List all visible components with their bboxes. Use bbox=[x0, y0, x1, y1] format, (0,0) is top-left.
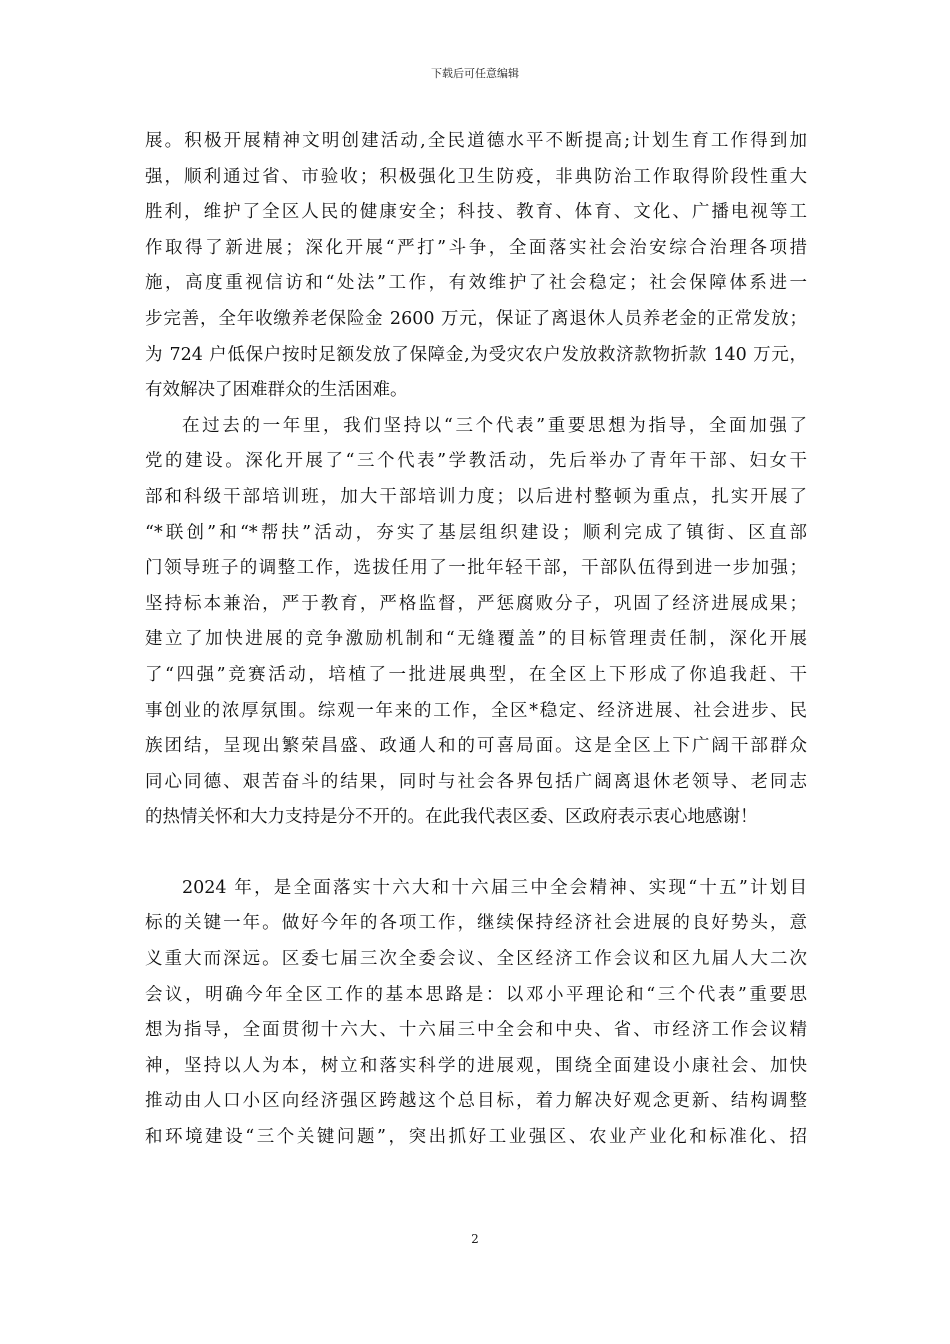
page-header: 下载后可任意编辑 bbox=[431, 67, 519, 80]
text-line: 了“四强”竞赛活动，培植了一批进展典型，在全区上下形成了你追我赶、干 bbox=[145, 664, 807, 685]
text-line: 想为指导，全面贯彻十六大、十六届三中全会和中央、省、市经济工作会议精 bbox=[145, 1020, 807, 1041]
text-line: 施，高度重视信访和“处法”工作，有效维护了社会稳定；社会保障体系进一 bbox=[145, 273, 807, 294]
text-line: 2024 年，是全面落实十六大和十六届三中全会精神、实现“十五”计划目 bbox=[182, 877, 807, 898]
document-body bbox=[145, 124, 807, 1156]
text-line: 义重大而深远。区委七届三次全委会议、全区经济工作会议和区九届人大二次 bbox=[145, 949, 807, 970]
paragraph-2 bbox=[145, 409, 807, 836]
text-line: 和环境建设“三个关键问题”，突出抓好工业强区、农业产业化和标准化、招 bbox=[145, 1127, 807, 1148]
text-line: 胜利，维护了全区人民的健康安全；科技、教育、体育、文化、广播电视等工 bbox=[145, 202, 807, 223]
text-line: 推动由人口小区向经济强区跨越这个总目标，着力解决好观念更新、结构调整 bbox=[145, 1091, 807, 1112]
text-line: 步完善，全年收缴养老保险金 2600 万元，保证了离退休人员养老金的正常发放； bbox=[145, 308, 807, 329]
text-line: 标的关键一年。做好今年的各项工作，继续保持经济社会进展的良好势头，意 bbox=[145, 913, 807, 934]
paragraph-1 bbox=[145, 124, 807, 409]
text-line: 会议，明确今年全区工作的基本思路是：以邓小平理论和“三个代表”重要思 bbox=[145, 984, 807, 1005]
text-line: 坚持标本兼治，严于教育，严格监督，严惩腐败分子，巩固了经济进展成果； bbox=[145, 593, 807, 614]
paragraph-3 bbox=[145, 871, 807, 1156]
text-line: 部和科级干部培训班，加大干部培训力度；以后进村整顿为重点，扎实开展了 bbox=[145, 486, 807, 507]
text-line: 事创业的浓厚氛围。综观一年来的工作，全区*稳定、经济进展、社会进步、民 bbox=[145, 700, 807, 721]
text-line: 有效解决了困难群众的生活困难。 bbox=[145, 380, 408, 401]
paragraph-spacer bbox=[145, 836, 807, 871]
text-line: 同心同德、艰苦奋斗的结果，同时与社会各界包括广阔离退休老领导、老同志 bbox=[145, 771, 807, 792]
text-line: “*联创”和“*帮扶”活动，夯实了基层组织建设；顺利完成了镇街、区直部 bbox=[145, 522, 807, 543]
page-number: 2 bbox=[471, 1232, 479, 1246]
text-line: 在过去的一年里，我们坚持以“三个代表”重要思想为指导，全面加强了 bbox=[182, 415, 807, 436]
text-line: 强，顺利通过省、市验收；积极强化卫生防疫，非典防治工作取得阶段性重大 bbox=[145, 166, 807, 187]
text-line: 建立了加快进展的竞争激励机制和“无缝覆盖”的目标管理责任制，深化开展 bbox=[145, 629, 807, 650]
text-line: 作取得了新进展；深化开展“严打”斗争，全面落实社会治安综合治理各项措 bbox=[145, 237, 807, 258]
text-line: 党的建设。深化开展了“三个代表”学教活动，先后举办了青年干部、妇女干 bbox=[145, 451, 807, 472]
text-line: 门领导班子的调整工作，选拔任用了一批年轻干部，干部队伍得到进一步加强； bbox=[145, 558, 807, 579]
text-line: 的热情关怀和大力支持是分不开的。在此我代表区委、区政府表示衷心地感谢！ bbox=[145, 807, 758, 828]
text-line: 神，坚持以人为本，树立和落实科学的进展观，围绕全面建设小康社会、加快 bbox=[145, 1055, 807, 1076]
text-line: 展。积极开展精神文明创建活动,全民道德水平不断提高;计划生育工作得到加 bbox=[145, 131, 807, 151]
text-line: 族团结，呈现出繁荣昌盛、政通人和的可喜局面。这是全区上下广阔干部群众 bbox=[145, 736, 807, 757]
text-line: 为 724 户低保户按时足额发放了保障金,为受灾农户发放救济款物折款 140 万元， bbox=[145, 344, 807, 365]
